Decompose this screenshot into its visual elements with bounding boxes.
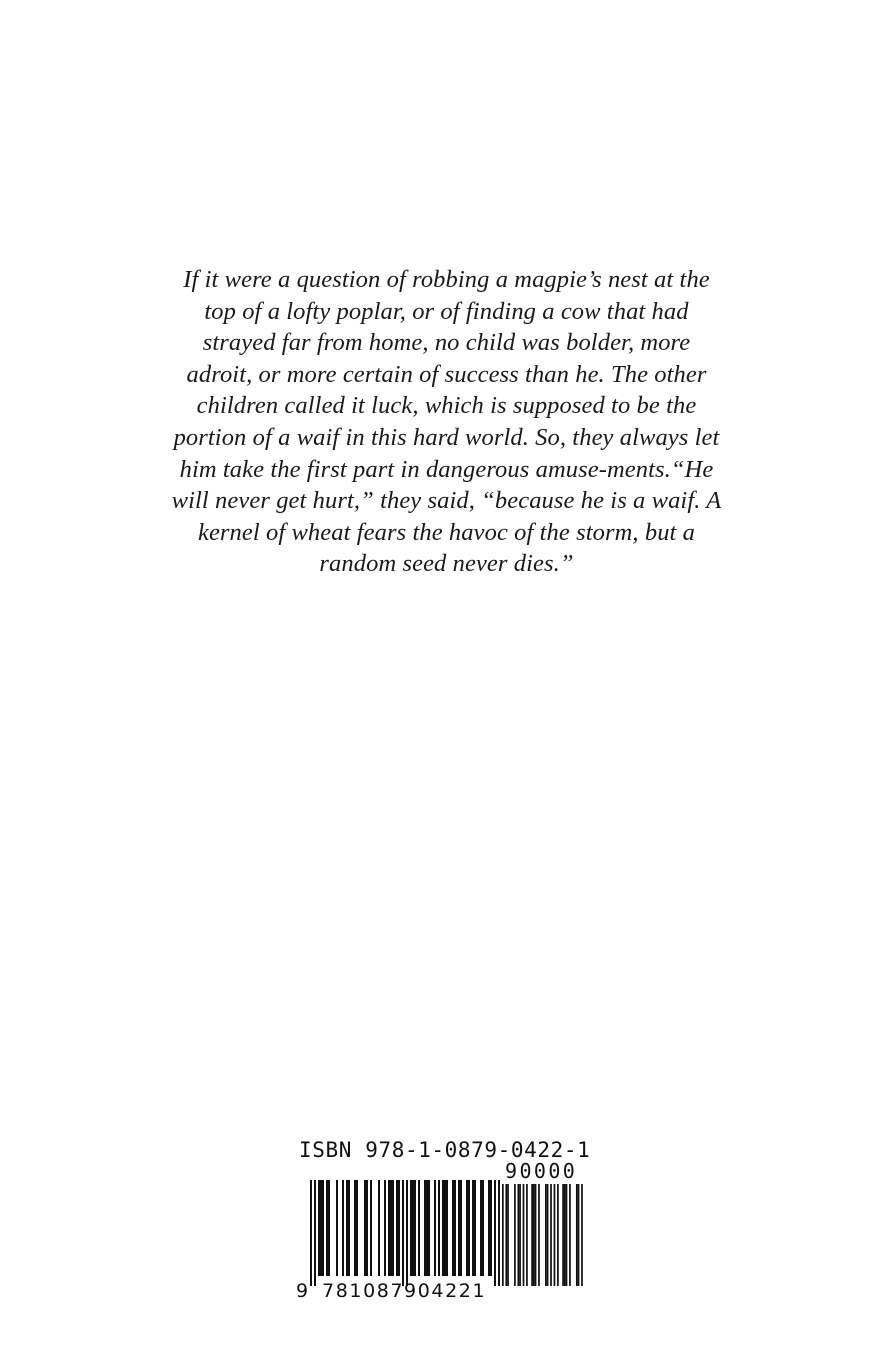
addon-bar [566,1184,568,1286]
blurb-line: portion of a waif in this hard world. So, they always let [173,423,720,451]
barcode-bar [454,1180,456,1276]
barcode-bar [370,1180,372,1276]
barcode-bar [480,1180,482,1276]
addon-bar [538,1184,540,1286]
barcode-bar [336,1180,338,1276]
addon-bar [517,1184,519,1286]
blurb-line: random seed never dies.” [319,550,574,578]
barcode-bar [488,1180,490,1276]
barcode-bar [434,1180,436,1276]
barcode-bar [458,1180,460,1276]
blurb-line: children called it luck, which is supposed to be the [196,392,697,420]
barcode-bar [326,1180,328,1276]
addon-bar [581,1184,583,1286]
addon-bar [535,1184,537,1286]
barcode-bar [424,1180,426,1276]
barcode-bar [472,1180,474,1276]
barcode-bar [428,1180,430,1276]
addon-bar [564,1184,566,1286]
barcode-bar [426,1180,428,1276]
barcode-bar [356,1180,358,1276]
addon-bar [545,1184,547,1286]
barcode-bar [418,1180,420,1276]
barcode-guard-bar [314,1180,316,1286]
barcode-bar [446,1180,448,1276]
addon-bar [557,1184,559,1286]
addon-bar [526,1184,528,1286]
barcode-bar [342,1180,344,1276]
back-cover-blurb [120,264,773,580]
addon-bar [519,1184,521,1286]
barcode-bar [366,1180,368,1276]
barcode-bar [482,1180,484,1276]
barcode-bar [490,1180,492,1276]
isbn-barcode [294,1138,590,1308]
blurb-line: will never get hurt,” they said, “because he is a waif. A [171,487,722,515]
addon-bar [507,1184,509,1286]
barcode-bar [398,1180,400,1276]
barcode-bar [452,1180,454,1276]
blurb-line: top of a lofty poplar, or of finding a cow that had [204,297,689,325]
barcode-bar [364,1180,366,1276]
barcode-bar [384,1180,386,1276]
barcode-bar [318,1180,320,1276]
addon-bar [505,1184,507,1286]
blurb-line: adroit, or more certain of success than he. The other [186,360,707,388]
barcode-bar [444,1180,446,1276]
addon-code: 90000 [505,1159,578,1183]
addon-bar [562,1184,564,1286]
barcode-guard-bar [494,1180,496,1286]
barcode-bar [410,1180,412,1276]
barcode-bar [396,1180,398,1276]
barcode-bar [438,1180,440,1276]
barcode-guard-bar [310,1180,312,1286]
barcode-bar [412,1180,414,1276]
barcode-bar [388,1180,390,1276]
addon-bar [547,1184,549,1286]
addon-bar [523,1184,525,1286]
barcode-bar [354,1180,356,1276]
blurb-line: him take the first part in dangerous amuse-ments.“He [179,455,714,483]
addon-bar [531,1184,533,1286]
barcode-bar [468,1180,470,1276]
addon-bar [576,1184,578,1286]
ean-first-digit: 9 [296,1280,310,1302]
barcode-bar [474,1180,476,1276]
blurb-line: kernel of wheat fears the havoc of the storm, but a [197,518,696,546]
barcode-guard-bar [406,1180,408,1286]
barcode-bar [466,1180,468,1276]
blurb-line: If it were a question of robbing a magpie’s nest at the [183,266,710,293]
barcode-bar [322,1180,324,1276]
addon-bar [533,1184,535,1286]
blurb-line: strayed far from home, no child was bolder, more [202,329,691,357]
barcode-bar [460,1180,462,1276]
barcode-bar [390,1180,392,1276]
isbn-label: ISBN 978-1-0879-0422-1 [299,1138,591,1162]
barcode-bar [414,1180,416,1276]
addon-bar [550,1184,552,1286]
addon-bar [578,1184,580,1286]
ean-right-group: 904221 [404,1280,487,1302]
barcode-guard-bar [498,1180,500,1286]
addon-bar [569,1184,571,1286]
addon-bar [502,1184,504,1286]
barcode-bar [348,1180,350,1276]
barcode-bar [346,1180,348,1276]
addon-bar [514,1184,516,1286]
barcode-bar [320,1180,322,1276]
barcode-bar [378,1180,380,1276]
ean-left-group: 781087 [322,1280,405,1302]
barcode-bar [392,1180,394,1276]
barcode-guard-bar [402,1180,404,1286]
barcode-bar [442,1180,444,1276]
barcode-bar [328,1180,330,1276]
addon-bar [554,1184,556,1286]
